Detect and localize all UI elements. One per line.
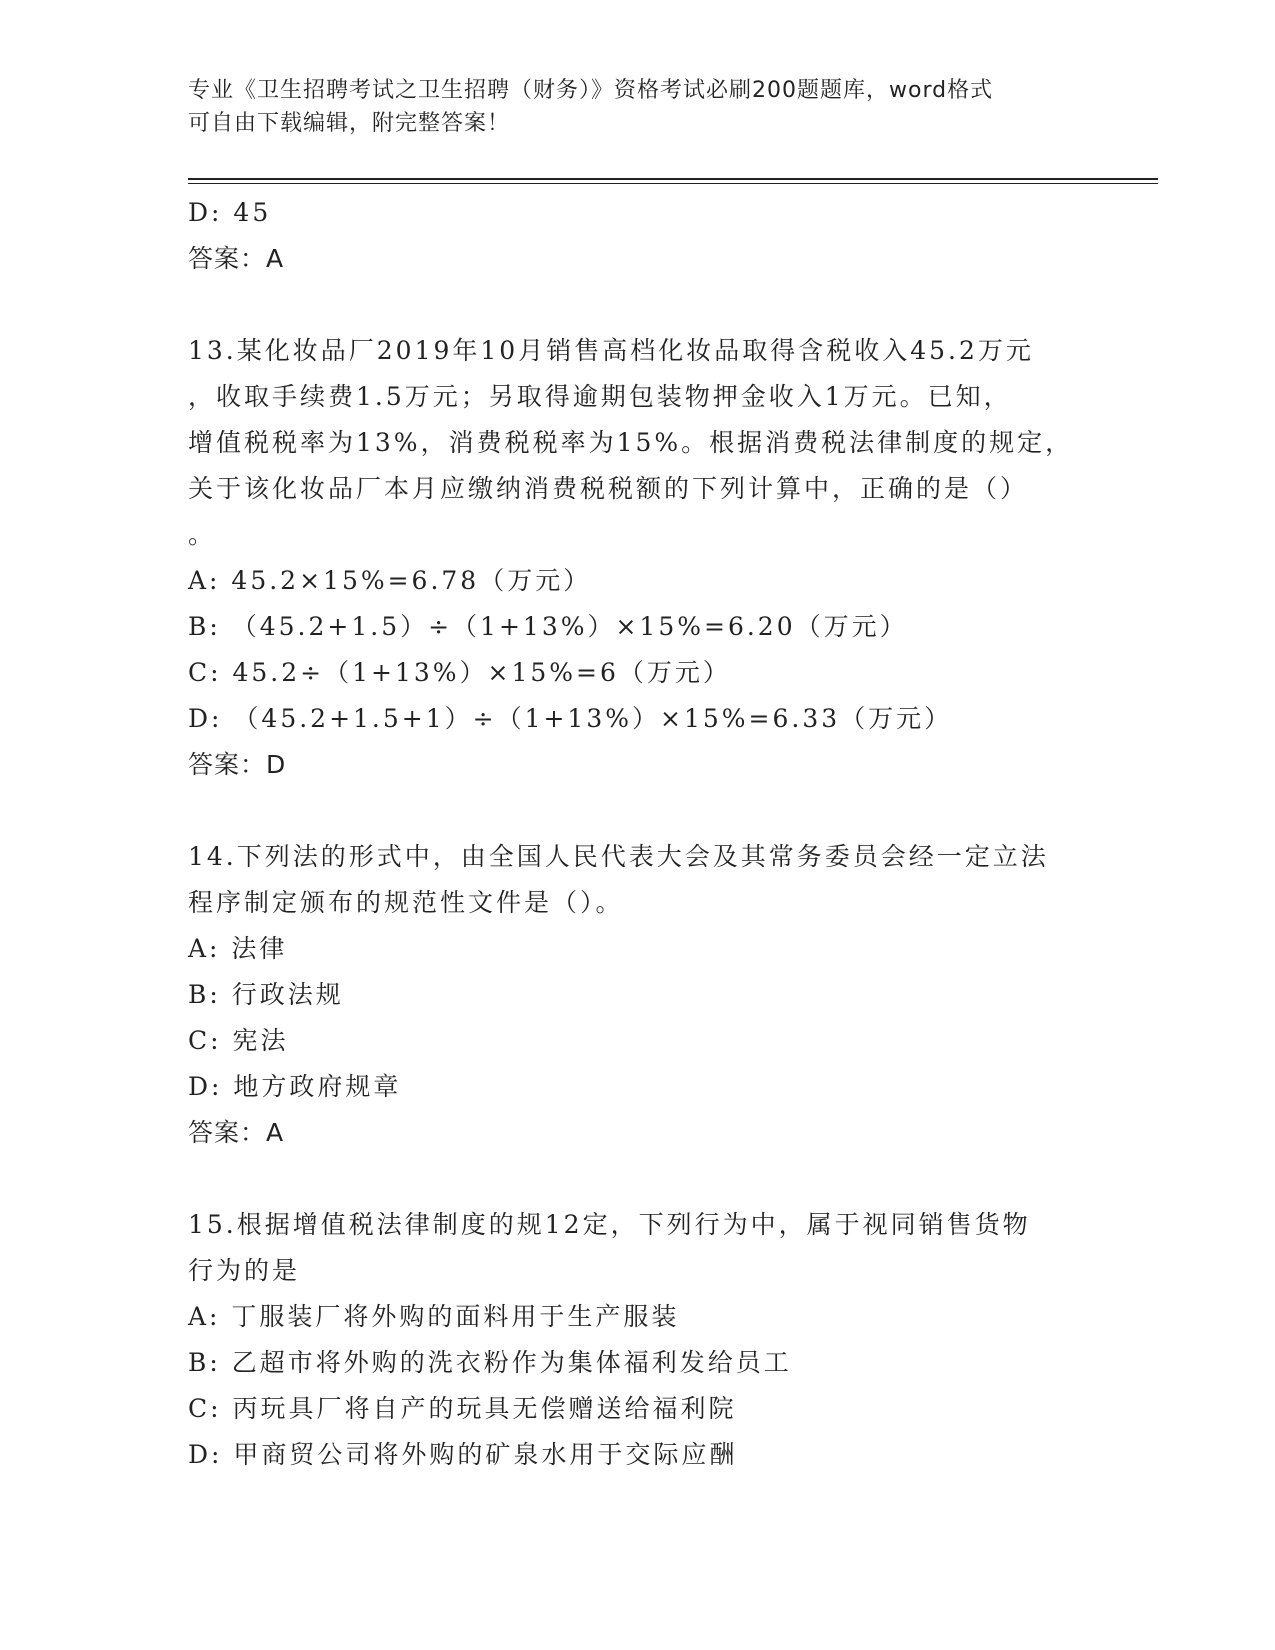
question-stem-line: 15.根据增值税法律制度的规12定，下列行为中，属于视同销售货物 xyxy=(188,1210,1031,1239)
question-13 xyxy=(188,328,1088,788)
option-c: C: 宪法 xyxy=(188,1026,289,1055)
header-divider xyxy=(188,178,1158,180)
question-stem-line: 程序制定颁布的规范性文件是（）。 xyxy=(188,888,624,917)
question-stem-line: 增值税税率为13%，消费税税率为15%。根据消费税法律制度的规定， xyxy=(188,428,1074,457)
option-a: A: 丁服装厂将外购的面料用于生产服装 xyxy=(188,1302,680,1331)
spacer xyxy=(188,788,1088,834)
question-14 xyxy=(188,834,1088,1156)
option-b: B: 乙超市将外购的洗衣粉作为集体福利发给员工 xyxy=(188,1348,792,1377)
option-a: A: 法律 xyxy=(188,934,288,963)
answer-line: 答案：A xyxy=(188,1118,285,1147)
question-stem-line: 行为的是 xyxy=(188,1256,301,1285)
question-stem-line: 关于该化妆品厂本月应缴纳消费税税额的下列计算中，正确的是（） xyxy=(188,474,1029,503)
spacer xyxy=(188,1156,1088,1202)
option-d: D: 地方政府规章 xyxy=(188,1072,402,1101)
header-title-line-2: 可自由下载编辑，附完整答案！ xyxy=(188,111,511,136)
question-stem-line: 。 xyxy=(188,520,217,549)
question-12-tail xyxy=(188,190,1088,282)
spacer xyxy=(188,282,1088,328)
option-b: B: 行政法规 xyxy=(188,980,344,1009)
option-d: D: 甲商贸公司将外购的矿泉水用于交际应酬 xyxy=(188,1440,738,1469)
answer-line: 答案：A xyxy=(188,244,285,273)
question-15 xyxy=(188,1202,1088,1478)
option-c: C: 丙玩具厂将自产的玩具无偿赠送给福利院 xyxy=(188,1394,737,1423)
header-title-line-1: 专业《卫生招聘考试之卫生招聘（财务）》资格考试必刷200题题库，word格式 xyxy=(188,78,994,103)
question-stem-line: 14.下列法的形式中，由全国人民代表大会及其常务委员会经一定立法 xyxy=(188,842,1049,871)
document-body xyxy=(188,190,1088,1478)
answer-line: 答案：D xyxy=(188,750,287,779)
page-header xyxy=(188,74,1068,140)
option-d: D: （45.2+1.5+1）÷（1+13%）×15%=6.33（万元） xyxy=(188,704,953,733)
question-stem-line: 13.某化妆品厂2019年10月销售高档化妆品取得含税收入45.2万元 xyxy=(188,336,1034,365)
option-d: D: 45 xyxy=(188,198,272,227)
option-a: A: 45.2×15%=6.78（万元） xyxy=(188,566,592,595)
header-divider-thin xyxy=(188,183,1158,184)
option-c: C: 45.2÷（1+13%）×15%=6（万元） xyxy=(188,658,731,687)
question-stem-line: ，收取手续费1.5万元；另取得逾期包装物押金收入1万元。已知， xyxy=(188,382,1012,411)
option-b: B: （45.2+1.5）÷（1+13%）×15%=6.20（万元） xyxy=(188,612,908,641)
